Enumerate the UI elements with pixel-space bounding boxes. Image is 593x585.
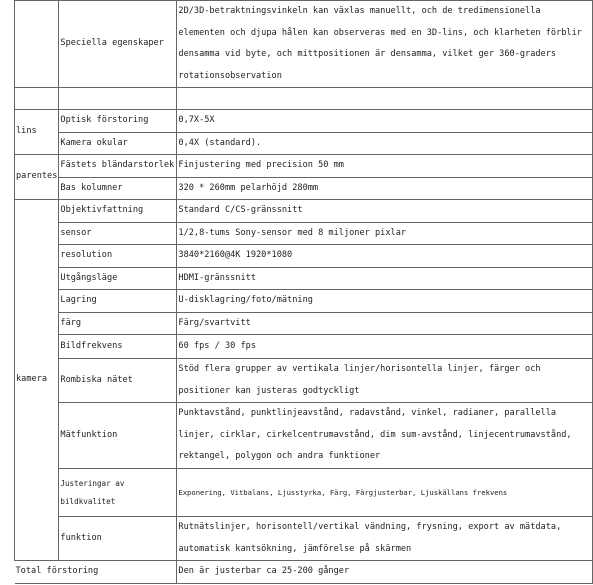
special-value: 2D/3D-betraktningsvinkeln kan växlas manuellt, och de tredimensionella elementen och djupa hålen kan observeras med en 3D-lins, och klarheten förblir densamma vid byte, och mittpositionen är densamma, vilket ger 360-graders rotationsobservation [177,1,593,88]
camera-ocular-value: 0,4X (standard). [177,132,593,155]
framerate-label: Bildfrekvens [59,335,177,359]
function-value: Rutnätslinjer, horisontell/vertikal vändning, frysning, export av mätdata, automatisk kantsökning, jämförelse på skärmen [177,517,593,561]
camera-ocular-label: Kamera okular [59,132,177,155]
sensor-label: sensor [59,222,177,245]
empty-cell [15,1,59,88]
grid-value: Stöd flera grupper av vertikala linjer/horisontella linjer, färger och positioner kan justeras godtyckligt [177,359,593,403]
aperture-label: Fästets bländarstorlek [59,155,177,178]
color-value: Färg/svartvitt [177,312,593,335]
sensor-value: 1/2,8-tums Sony-sensor med 8 miljoner pixlar [177,222,593,245]
image-adjust-value: Exponering, Vitbalans, Ljusstyrka, Färg, Färgjusterbar, Ljuskällans frekvens [177,469,593,517]
storage-value: U-disklagring/foto/mätning [177,290,593,313]
measure-value: Punktavstånd, punktlinjeavstånd, radavstånd, vinkel, radianer, parallella linjer, cirklar, cirkelcentrumavstånd, dim sum-avstånd, linjecentrumavstånd, rektangel, polygon och andra funktioner [177,403,593,469]
spec-table [14,0,593,584]
grid-label: Rombiska nätet [59,359,177,403]
camera-category: kamera [15,200,59,561]
objective-label: Objektivfattning [59,200,177,223]
output-label: Utgångsläge [59,267,177,290]
total-label: Total förstoring [15,561,177,584]
base-value: 320 * 260mm pelarhöjd 280mm [177,177,593,200]
spacer-cell [15,88,59,110]
lens-category: lins [15,110,59,155]
objective-value: Standard C/CS-gränssnitt [177,200,593,223]
optical-value: 0,7X-5X [177,110,593,133]
parentes-category: parentes [15,155,59,200]
color-label: färg [59,312,177,335]
base-label: Bas kolumner [59,177,177,200]
resolution-label: resolution [59,245,177,268]
aperture-value: Finjustering med precision 50 mm [177,155,593,178]
image-adjust-label: Justeringar av bildkvalitet [59,469,177,517]
output-value: HDMI-gränssnitt [177,267,593,290]
resolution-value: 3840*2160@4K 1920*1080 [177,245,593,268]
optical-label: Optisk förstoring [59,110,177,133]
spacer-cell [177,88,593,110]
spacer-cell [59,88,177,110]
total-value: Den är justerbar ca 25-200 gånger [177,561,593,584]
framerate-value: 60 fps / 30 fps [177,335,593,359]
function-label: funktion [59,517,177,561]
special-label: Speciella egenskaper [59,1,177,88]
storage-label: Lagring [59,290,177,313]
measure-label: Mätfunktion [59,403,177,469]
